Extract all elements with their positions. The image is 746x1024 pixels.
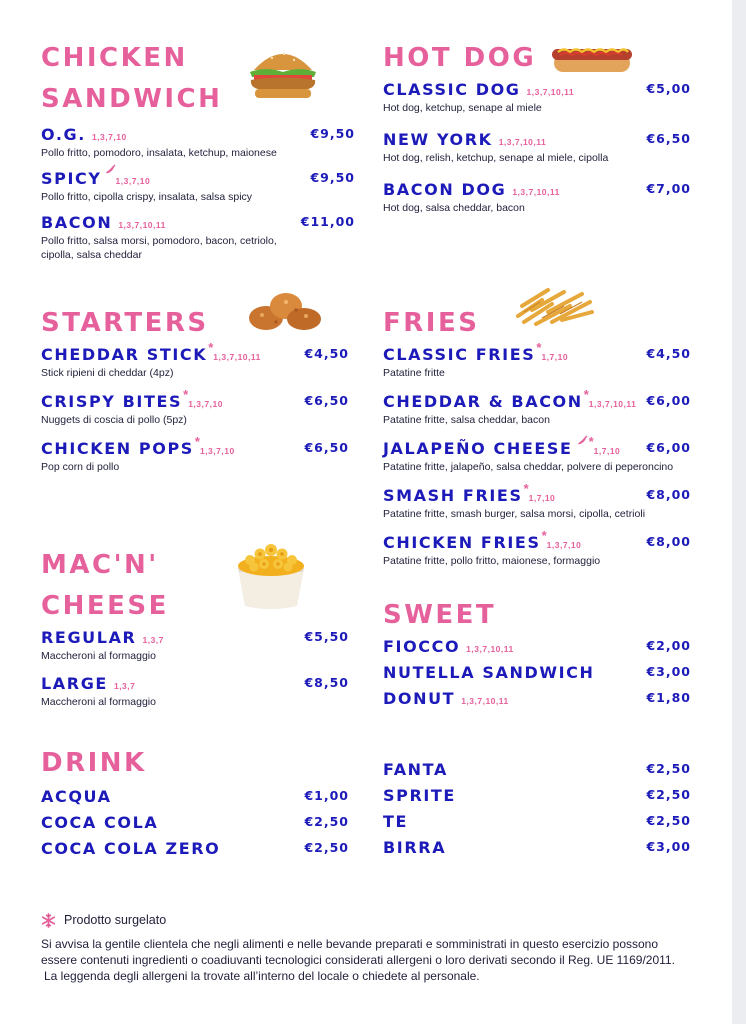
menu-item [383, 129, 691, 165]
item-name: LARGE [41, 674, 108, 693]
menu-item [383, 688, 691, 709]
menu-item [41, 387, 349, 427]
menu-item [383, 340, 691, 380]
item-name: NEW YORK [383, 130, 493, 149]
item-name: BIRRA [383, 838, 447, 857]
menu-item [41, 340, 349, 380]
menu-item [383, 79, 691, 115]
menu-item [41, 168, 355, 204]
item-price: €6,00 [646, 393, 691, 408]
frozen-mark: * [588, 434, 594, 449]
item-allergens: 1,3,7,10 [188, 399, 223, 409]
menu-item [383, 481, 691, 521]
section-title-mac-line2: CHEESE [41, 591, 169, 621]
page-edge [732, 0, 746, 1024]
item-price: €2,50 [646, 813, 691, 828]
allergen-notice-2: La leggenda degli allergeni la trovate all’interno del locale o chiedete al personale. [44, 969, 480, 983]
nuggets-image [246, 288, 324, 339]
item-name: TE [383, 812, 409, 831]
hot-dog-section [383, 38, 691, 223]
item-price: €1,80 [646, 690, 691, 705]
item-description: Patatine fritte, smash burger, salsa morsi, cipolla, cetrioli [383, 508, 646, 520]
frozen-mark: * [583, 387, 589, 402]
item-price: €4,50 [646, 346, 691, 361]
menu-item [383, 528, 691, 568]
menu-item [383, 759, 691, 780]
item-description: Hot dog, relish, ketchup, senape al miele, cipolla [383, 152, 609, 164]
item-name: CHICKEN POPS [41, 439, 194, 458]
item-price: €2,50 [304, 840, 349, 855]
item-price: €3,00 [646, 839, 691, 854]
item-allergens: 1,3,7 [113, 681, 136, 691]
menu-item [383, 837, 691, 858]
item-name: FIOCCO [383, 637, 461, 656]
item-price: €7,00 [646, 181, 691, 196]
item-allergens: 1,3,7,10,11 [526, 87, 575, 97]
fries-section [383, 303, 691, 576]
item-name: DONUT [383, 689, 456, 708]
item-name: CRISPY BITES [41, 392, 183, 411]
item-price: €3,00 [646, 664, 691, 679]
item-allergens: 1,3,7,10 [91, 132, 127, 142]
section-title-starters: STARTERS [41, 308, 209, 338]
item-price: €2,50 [646, 787, 691, 802]
item-price: €6,00 [646, 440, 691, 455]
item-description: Pollo fritto, pomodoro, insalata, ketchup, maionese [41, 147, 277, 159]
item-description: Hot dog, salsa cheddar, bacon [383, 202, 525, 214]
section-title-sweet: SWEET [383, 600, 497, 630]
chili-icon [104, 162, 116, 179]
item-description: Pop corn di pollo [41, 461, 120, 473]
footer [41, 912, 681, 984]
hotdog-image [550, 40, 634, 81]
item-name: CHEDDAR STICK [41, 345, 208, 364]
menu-item [41, 124, 355, 160]
item-allergens: 1,3,7,10,11 [588, 399, 637, 409]
item-name: BACON DOG [383, 180, 507, 199]
fries-image [512, 282, 596, 335]
frozen-mark: * [208, 340, 214, 355]
section-title-fries: FRIES [383, 308, 480, 338]
menu-item [383, 785, 691, 806]
item-price: €2,00 [646, 638, 691, 653]
item-price: €9,50 [310, 170, 355, 185]
frozen-mark: * [523, 481, 529, 496]
item-allergens: 1,3,7,10,11 [213, 352, 261, 362]
item-name: ACQUA [41, 787, 112, 806]
mac-cheese-image [234, 538, 308, 617]
menu-item [41, 786, 349, 807]
item-allergens: 1,3,7,10,11 [466, 644, 514, 654]
item-name: SPRITE [383, 786, 456, 805]
menu-item [383, 179, 691, 215]
chili-icon [576, 433, 588, 450]
item-allergens: 1,3,7,10 [199, 446, 235, 456]
frozen-mark: * [541, 528, 547, 543]
item-allergens: 1,3,7,10,11 [118, 220, 166, 230]
item-price: €11,00 [300, 214, 355, 229]
item-price: €1,00 [304, 788, 349, 803]
menu-item [41, 212, 355, 262]
item-price: €2,50 [304, 814, 349, 829]
item-description: Stick ripieni di cheddar (4pz) [41, 367, 174, 379]
item-name: SMASH FRIES [383, 486, 523, 505]
section-title-chicken-line2: SANDWICH [41, 84, 223, 114]
snowflake-icon [41, 913, 56, 928]
frozen-mark: * [536, 340, 542, 355]
frozen-legend-label: Prodotto surgelato [64, 913, 167, 927]
item-description: Nuggets di coscia di pollo (5pz) [41, 414, 187, 426]
menu-item [41, 673, 349, 709]
frozen-legend [41, 912, 681, 928]
item-price: €6,50 [304, 440, 349, 455]
item-price: €9,50 [310, 126, 355, 141]
item-name: COCA COLA ZERO [41, 839, 221, 858]
item-allergens: 1,3,7,10,11 [461, 696, 509, 706]
item-price: €8,50 [304, 675, 349, 690]
item-description: Pollo fritto, salsa morsi, pomodoro, bacon, cetriolo, cipolla, salsa cheddar [41, 235, 277, 261]
section-title-chicken-line1: CHICKEN [41, 43, 188, 73]
item-allergens: 1,3,7,10,11 [512, 187, 560, 197]
item-price: €4,50 [304, 346, 349, 361]
item-name: SPICY [41, 169, 102, 188]
item-name: BACON [41, 213, 113, 232]
menu-item [383, 662, 691, 683]
menu-item [41, 812, 349, 833]
item-name: REGULAR [41, 628, 137, 647]
item-allergens: 1,3,7,10,11 [498, 137, 547, 147]
item-allergens: 1,3,7 [142, 635, 164, 645]
menu-item [383, 387, 691, 427]
item-description: Patatine fritte, jalapeño, salsa cheddar, polvere di peperoncino [383, 461, 674, 473]
item-allergens: 1,7,10 [528, 493, 556, 503]
item-description: Maccheroni al formaggio [41, 696, 156, 708]
menu-item [383, 434, 691, 474]
menu-item [41, 627, 349, 663]
item-name: NUTELLA SANDWICH [383, 663, 595, 682]
allergen-notice: Si avvisa la gentile clientela che negli alimenti e nelle bevande preparati e somministrati in questo esercizio possono essere contenuti ingredienti o coadiuvanti tecnologici considerati allergeni o loro derivati secondo il Reg. UE 1169/2011. [41, 937, 675, 967]
item-name: O.G. [41, 125, 86, 144]
item-description: Hot dog, ketchup, senape al miele [383, 102, 542, 114]
item-price: €5,50 [304, 629, 349, 644]
item-name: CLASSIC DOG [383, 80, 521, 99]
menu-item [41, 838, 349, 859]
section-title-hot-dog: HOT DOG [383, 43, 537, 73]
item-name: JALAPEÑO CHEESE [383, 439, 573, 458]
menu-item [383, 636, 691, 657]
sweet-section [383, 595, 691, 713]
item-description: Patatine fritte, salsa cheddar, bacon [383, 414, 550, 426]
section-title-mac-line1: MAC'N' [41, 550, 159, 580]
item-allergens: 1,7,10 [541, 352, 569, 362]
item-description: Maccheroni al formaggio [41, 650, 156, 662]
item-name: CLASSIC FRIES [383, 345, 536, 364]
item-description: Pollo fritto, cipolla crispy, insalata, salsa spicy [41, 191, 253, 203]
item-price: €8,00 [646, 487, 691, 502]
item-allergens: 1,3,7,10 [115, 176, 151, 186]
drink-section [41, 743, 349, 863]
item-allergens: 1,7,10 [593, 446, 621, 456]
item-description: Patatine fritte [383, 367, 445, 379]
burger-image [246, 44, 320, 107]
item-price: €6,50 [304, 393, 349, 408]
item-name: FANTA [383, 760, 448, 779]
frozen-mark: * [183, 387, 189, 402]
item-description: Patatine fritte, pollo fritto, maionese, formaggio [383, 555, 601, 567]
item-price: €8,00 [646, 534, 691, 549]
item-price: €6,50 [646, 131, 691, 146]
item-name: CHICKEN FRIES [383, 533, 541, 552]
menu-item [41, 434, 349, 474]
item-name: COCA COLA [41, 813, 159, 832]
section-title-drink: DRINK [41, 748, 147, 778]
drink-section-right [383, 759, 691, 862]
item-price: €5,00 [646, 81, 691, 96]
frozen-mark: * [194, 434, 200, 449]
item-name: CHEDDAR & BACON [383, 392, 583, 411]
item-allergens: 1,3,7,10 [546, 540, 582, 550]
menu-item [383, 811, 691, 832]
item-price: €2,50 [646, 761, 691, 776]
